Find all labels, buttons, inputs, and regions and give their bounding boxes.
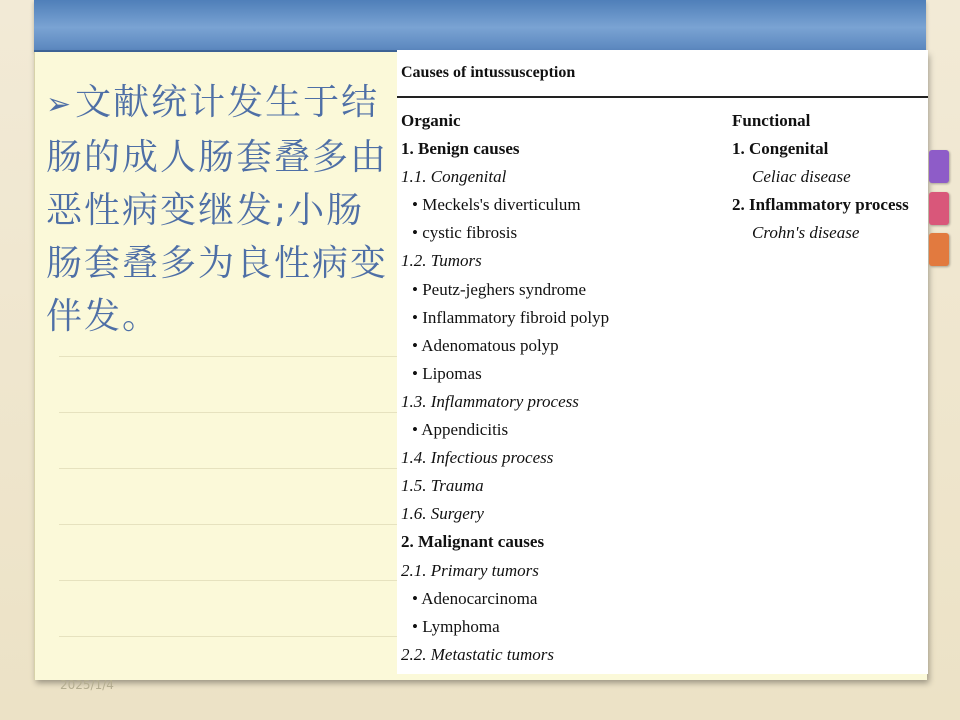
organic-list-item: • Peutz-jeghers syndrome — [412, 279, 587, 299]
organic-list-item: 1. Benign causes — [401, 139, 520, 158]
functional-list-item: 2. Inflammatory process — [732, 195, 909, 215]
notebook-binding — [34, 0, 926, 52]
organic-list-item: • Adenocarcinoma — [412, 588, 538, 608]
organic-list-item: • Appendicitis — [412, 420, 509, 439]
organic-list-item: 1.1. Congenital — [401, 167, 507, 187]
organic-list-item: • Meckels's diverticulum — [412, 195, 581, 215]
organic-list-item: • Lymphoma — [412, 616, 500, 636]
side-tab-purple — [929, 150, 949, 183]
organic-list-item: 2.1. Primary tumors — [401, 560, 539, 580]
organic-list-item: 2. Malignant causes — [401, 532, 545, 552]
table-header-rule — [397, 96, 928, 98]
organic-list-item: • cystic fibrosis — [412, 223, 518, 243]
organic-list-item: 1.2. Tumors — [401, 251, 482, 271]
functional-list-item: Celiac disease — [752, 167, 851, 187]
side-tab-pink — [929, 192, 949, 225]
chinese-body-text — [46, 76, 396, 343]
organic-list-item: • Inflammatory fibroid polyp — [412, 307, 610, 327]
causes-table-image — [397, 50, 928, 674]
organic-list-item: • Lipomas — [412, 363, 482, 383]
organic-list-item: 1.3. Inflammatory process — [401, 391, 579, 411]
organic-list-item: • Adenomatous polyp — [412, 335, 559, 355]
organic-list-item: 1.5. Trauma — [401, 476, 484, 496]
organic-list-item: 1.4. Infectious process — [401, 448, 554, 468]
organic-list-item: 1.6. Surgery — [401, 504, 484, 524]
bullet-arrow-icon: ➢ — [46, 87, 74, 122]
organic-list-item: 2.2. Metastatic tumors — [401, 644, 554, 664]
organic-header: Organic — [401, 111, 461, 130]
side-tab-orange — [929, 233, 949, 266]
table-title: Causes of intussusception — [401, 64, 576, 81]
functional-header: Functional — [732, 111, 811, 130]
functional-list-item: 1. Congenital — [732, 139, 829, 158]
slide-date: 2025/1/4 — [60, 678, 114, 692]
functional-list-item: Crohn's disease — [752, 223, 860, 243]
chinese-paragraph: 文献统计发生于结肠的成人肠套叠多由恶性病变继发;小肠肠套叠多为良性病变伴发。 — [46, 82, 389, 337]
